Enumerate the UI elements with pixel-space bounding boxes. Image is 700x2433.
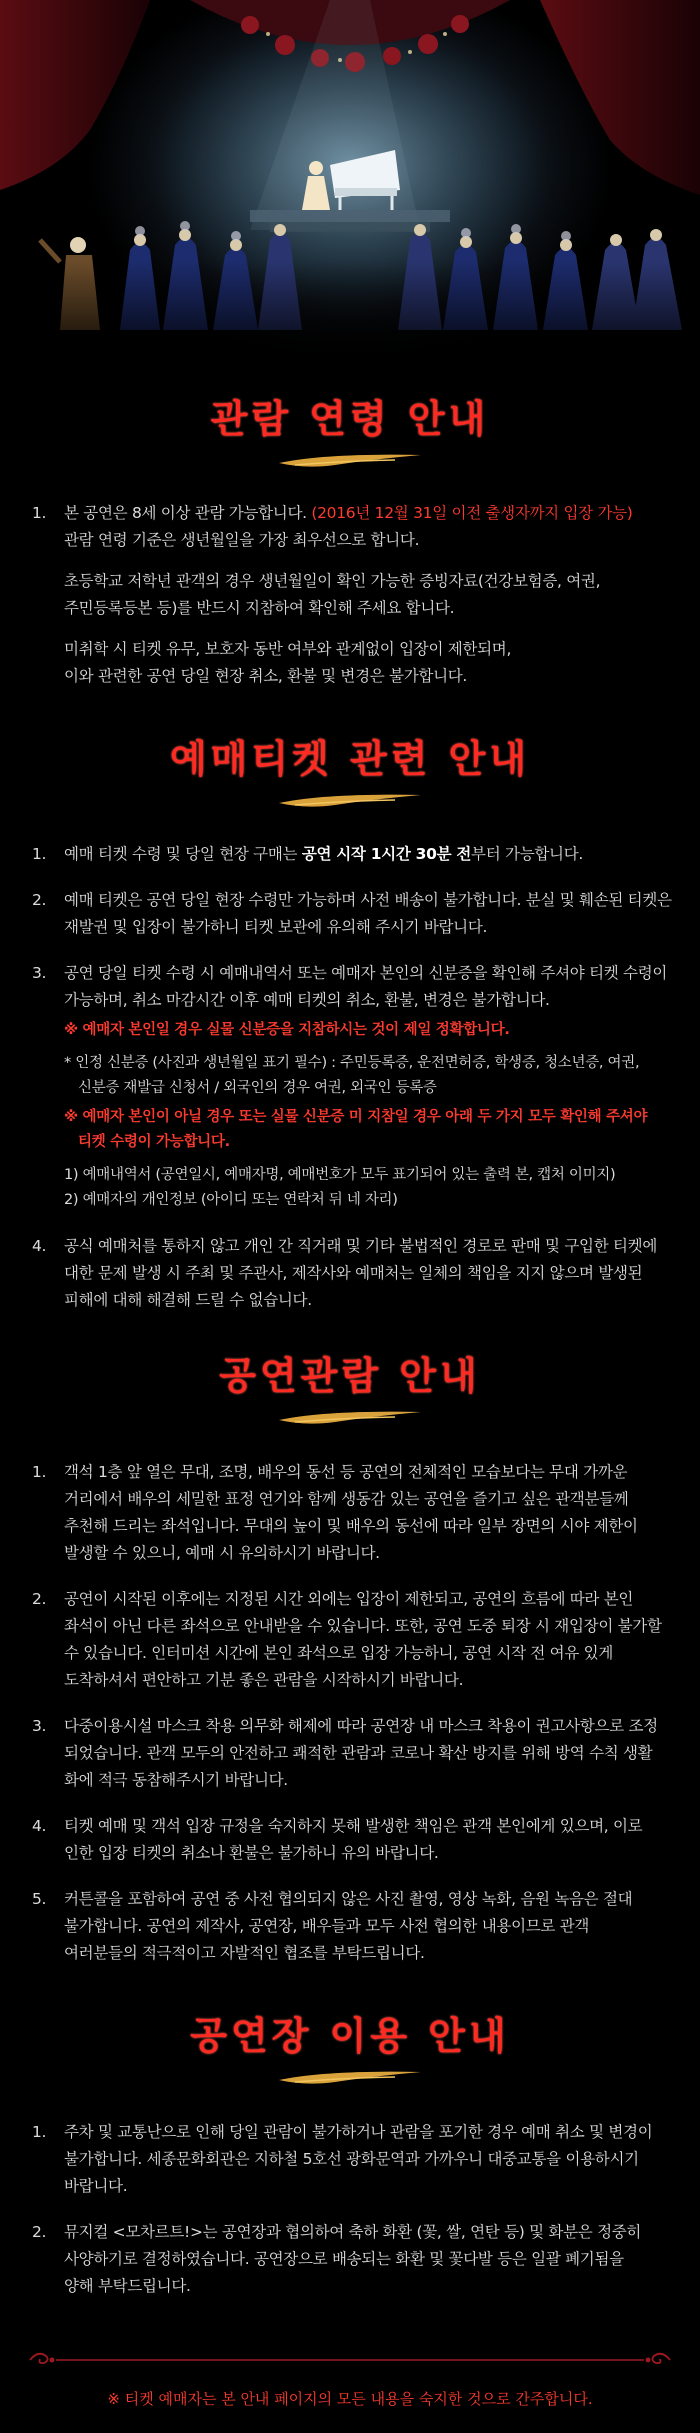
list-item: [32, 1459, 672, 1567]
list-item: [32, 1233, 672, 1314]
section-title: [0, 728, 700, 811]
item-text: 본 공연은 8세 이상 관람 가능합니다.: [64, 504, 312, 522]
item-text: 공식 예매처를 통하지 않고 개인 간 직거래 및 기타 불법적인 경로로 판매 및 구입한 티켓에: [64, 1237, 658, 1255]
warning-note: ※ 예매자 본인일 경우 실물 신분증을 지참하시는 것이 제일 정확합니다.: [64, 1022, 510, 1038]
item-text: 되었습니다. 관객 모두의 안전하고 쾌적한 관람과 코로나 확산 방지를 위해 방역 수칙 생활: [64, 1744, 653, 1762]
item-text: 화에 적극 동참해주시기 바랍니다.: [64, 1771, 288, 1789]
list-item: [32, 960, 672, 1213]
item-text: 미취학 시 티켓 유무, 보호자 동반 여부와 관계없이 입장이 제한되며,: [64, 640, 512, 658]
birth-cutoff-note: (2016년 12월 31일 이전 출생자까지 입장 가능): [311, 504, 633, 522]
section-heading: 예매티켓 관련 안내: [169, 736, 531, 781]
list-item: [32, 2119, 672, 2200]
pickup-time-highlight: 공연 시작 1시간 30분 전: [301, 845, 472, 863]
item-text: 공연이 시작된 이후에는 지정된 시간 외에는 입장이 제한되고, 공연의 흐름에 따라 본인: [64, 1590, 634, 1608]
item-number: 3.: [32, 1717, 47, 1735]
item-text: 사양하기로 결정하였습니다. 공연장으로 배송되는 화환 및 꽃다발 등은 일괄 폐기됨을: [64, 2250, 624, 2268]
item-text: 대한 문제 발생 시 주최 및 주관사, 제작사와 예매처는 일체의 책임을 지지 않으며 발생된: [64, 1264, 643, 1282]
section-heading: 관람 연령 안내: [210, 396, 490, 441]
item-text: 수 있습니다. 인터미션 시간에 본인 좌석으로 입장 가능하니, 공연 시작 전 여유 있게: [64, 1644, 613, 1662]
item-text: 불가합니다. 세종문화회관은 지하철 5호선 광화문역과 가까우니 대중교통을 이용하시기: [64, 2150, 639, 2168]
list-item: [32, 2219, 672, 2300]
item-number: 3.: [32, 964, 47, 982]
list-item: [32, 500, 672, 690]
id-note: 신분증 재발급 신청서 / 외국인의 경우 여권, 외국인 등록증: [78, 1080, 437, 1096]
stage-illustration: [0, 0, 700, 370]
gold-brush-stroke-icon: [275, 2066, 425, 2088]
item-number: 2.: [32, 891, 47, 909]
item-text: 커튼콜을 포함하여 공연 중 사전 협의되지 않은 사진 촬영, 영상 녹화, 음원 녹음은 절대: [64, 1890, 633, 1908]
scroll-ornament-icon: [652, 2354, 670, 2363]
item-text: 예매 티켓 수령 및 당일 현장 구매는: [64, 845, 302, 863]
item-text: 도착하셔서 편안하고 기분 좋은 관람을 시작하시기 바랍니다.: [64, 1671, 464, 1689]
ticket-guide-list: [32, 841, 672, 1314]
item-text: 관람 연령 기준은 생년월일을 가장 최우선으로 합니다.: [64, 531, 420, 549]
list-item: [32, 1886, 672, 1967]
stage-hero-image: [0, 0, 700, 370]
item-text: 거리에서 배우의 세밀한 표정 연기와 함께 생동감 있는 공연을 즐기고 싶은 관객분들께: [64, 1490, 629, 1508]
item-text: 다중이용시설 마스크 착용 의무화 해제에 따라 공연장 내 마스크 착용이 권고사항으로 조정: [64, 1717, 658, 1735]
item-number: 2.: [32, 1590, 47, 1608]
item-text: 인한 입장 티켓의 취소나 환불은 불가하니 유의 바랍니다.: [64, 1844, 439, 1862]
item-text: 뮤지컬 <모차르트!>는 공연장과 협의하여 축하 화환 (꽃, 쌀, 연탄 등) 및 화분은 정중히: [64, 2223, 642, 2241]
item-text: 객석 1층 앞 열은 무대, 조명, 배우의 동선 등 공연의 전체적인 모습보다는 무대 가까운: [64, 1463, 628, 1481]
required-doc: 2) 예매자의 개인정보 (아이디 또는 연락처 뒤 네 자리): [64, 1192, 398, 1208]
item-text: 예매 티켓은 공연 당일 현장 수령만 가능하며 사전 배송이 불가합니다. 분실 및 훼손된 티켓은: [64, 891, 672, 909]
item-text: 불가합니다. 공연의 제작사, 공연장, 배우들과 모두 사전 협의한 내용이므로 관객: [64, 1917, 590, 1935]
item-text: 티켓 예매 및 객석 입장 규정을 숙지하지 못해 발생한 책임은 관객 본인에게 있으며, 이로: [64, 1817, 643, 1835]
gold-brush-stroke-icon: [275, 449, 425, 471]
section-viewing-guide: [0, 1345, 700, 1962]
item-text: 초등학교 저학년 관객의 경우 생년월일이 확인 가능한 증빙자료(건강보험증, 여권,: [64, 572, 601, 590]
item-text: 재발권 및 입장이 불가하니 티켓 보관에 유의해 주시기 바랍니다.: [64, 918, 488, 936]
item-number: 2.: [32, 2223, 47, 2241]
item-text: 양해 부탁드립니다.: [64, 2277, 191, 2295]
section-title: [0, 388, 700, 471]
warning-note: 티켓 수령이 가능합니다.: [78, 1134, 230, 1150]
section-ticket-guide: [0, 728, 700, 1309]
item-text: 바랍니다.: [64, 2177, 128, 2195]
list-item: [32, 841, 672, 868]
list-item: [32, 887, 672, 941]
section-title: [0, 2005, 700, 2088]
item-text: 이와 관련한 공연 당일 현장 취소, 환불 및 변경은 불가합니다.: [64, 667, 468, 685]
item-text: 주민등록등본 등)를 반드시 지참하여 확인해 주세요 합니다.: [64, 599, 455, 617]
item-number: 1.: [32, 1463, 47, 1481]
gold-brush-stroke-icon: [275, 789, 425, 811]
section-venue-guide: [0, 2005, 700, 2295]
footer-notice: ※ 티켓 예매자는 본 안내 페이지의 모든 내용을 숙지한 것으로 간주합니다.: [107, 2390, 593, 2408]
item-text: 주차 및 교통난으로 인해 당일 관람이 불가하거나 관람을 포기한 경우 예매 취소 및 변경이: [64, 2123, 653, 2141]
warning-note: ※ 예매자 본인이 아닐 경우 또는 실물 신분증 미 지참일 경우 아래 두 가지 모두 확인해 주셔야: [64, 1109, 648, 1125]
item-number: 5.: [32, 1890, 47, 1908]
item-number: 1.: [32, 845, 47, 863]
gold-brush-stroke-icon: [275, 1406, 425, 1428]
list-item: [32, 1586, 672, 1694]
scroll-ornament-icon: [30, 2354, 48, 2363]
age-guide-list: [32, 500, 672, 690]
id-note: * 인정 신분증 (사진과 생년월일 표기 필수) : 주민등록증, 운전면허증, 학생증, 청소년증, 여권,: [64, 1055, 640, 1071]
section-age-guide: [0, 388, 700, 685]
list-item: [32, 1713, 672, 1794]
item-text: 공연 당일 티켓 수령 시 예매내역서 또는 예매자 본인의 신분증을 확인해 주셔야 티켓 수령이: [64, 964, 668, 982]
item-number: 4.: [32, 1237, 47, 1255]
item-text: 피해에 대해 해결해 드릴 수 없습니다.: [64, 1291, 312, 1309]
item-text: 추천해 드리는 좌석입니다. 무대의 높이 및 배우의 동선에 따라 일부 장면의 시야 제한이: [64, 1517, 638, 1535]
item-text: 가능하며, 취소 마감시간 이후 예매 티켓의 취소, 환불, 변경은 불가합니다.: [64, 991, 550, 1009]
list-item: [32, 1813, 672, 1867]
item-text: 여러분들의 적극적이고 자발적인 협조를 부탁드립니다.: [64, 1944, 425, 1962]
item-text: 부터 가능합니다.: [471, 845, 584, 863]
ornamental-divider: [28, 2348, 672, 2372]
section-heading: 공연장 이용 안내: [190, 2013, 510, 2058]
item-number: 1.: [32, 504, 47, 522]
section-heading: 공연관람 안내: [219, 1353, 481, 1398]
venue-guide-list: [32, 2119, 672, 2300]
section-title: [0, 1345, 700, 1428]
required-doc: 1) 예매내역서 (공연일시, 예매자명, 예매번호가 모두 표기되어 있는 출력 본, 캡처 이미지): [64, 1167, 616, 1183]
viewing-guide-list: [32, 1459, 672, 1967]
item-text: 좌석이 아닌 다른 좌석으로 안내받을 수 있습니다. 또한, 공연 도중 퇴장 시 재입장이 불가할: [64, 1617, 662, 1635]
item-number: 1.: [32, 2123, 47, 2141]
item-number: 4.: [32, 1817, 47, 1835]
item-text: 발생할 수 있으니, 예매 시 유의하시기 바랍니다.: [64, 1544, 380, 1562]
